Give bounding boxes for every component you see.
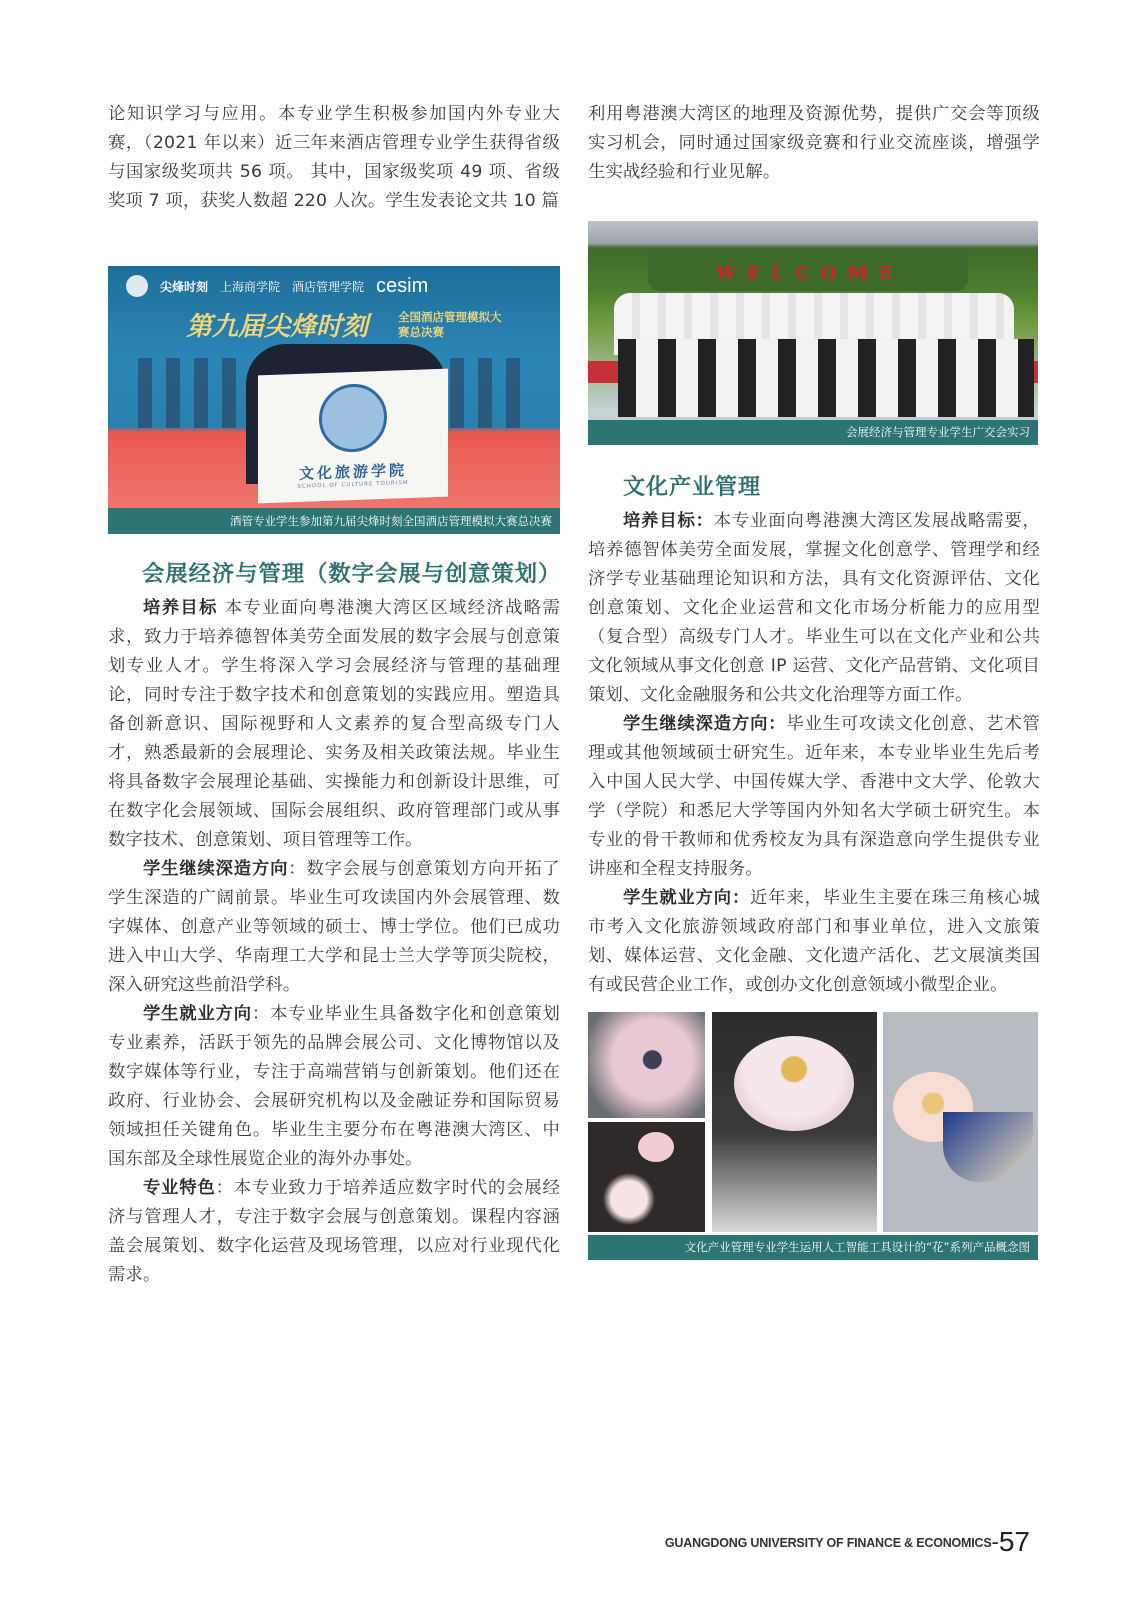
right-column <box>588 100 1040 187</box>
crystal-peony-sculpture-image <box>712 1012 877 1232</box>
poster-wall-left <box>138 358 238 428</box>
peony-icon <box>638 1132 674 1162</box>
logo-icon <box>126 275 148 297</box>
porcelain-peony-ornament-image <box>883 1012 1038 1232</box>
peony-icon <box>734 1036 854 1131</box>
paragraph-further-study: 学生继续深造方向：毕业生可攻读文化创意、艺术管理或其他领域硕士研究生。近年来，本专业毕业生先后考入中国人民大学、中国传媒大学、香港中文大学、伦敦大学（学院）和悉尼大学等国内外知名大学硕士研究生。本专业的骨干教师和优秀校友为具有深造意向学生提供专业讲座和全程支持服务。 <box>588 714 1040 879</box>
competition-photo <box>108 266 560 534</box>
intro-paragraph-right: 利用粤港澳大湾区的地理及资源优势，提供广交会等顶级实习机会，同时通过国家级竞赛和行业交流座谈，增强学生实战经验和行业见解。 <box>588 104 1040 182</box>
flower-product-collage <box>588 1012 1038 1260</box>
porcelain-curve <box>943 1112 1033 1182</box>
school-flag: 文化旅游学院 SCHOOL OF CULTURE TOURISM <box>258 369 448 504</box>
pink-floral-speaker-image <box>588 1012 705 1118</box>
left-column <box>108 100 560 216</box>
poster-wall-right <box>450 358 530 428</box>
flower-bed-left <box>588 361 618 383</box>
photo-caption: 会展经济与管理专业学生广交会实习 <box>588 420 1038 445</box>
students-front-row <box>618 339 1034 417</box>
left-section <box>108 556 560 1290</box>
page-footer <box>665 1528 1030 1556</box>
university-name: GUANGDONG UNIVERSITY OF FINANCE & ECONOMICS <box>664 1536 992 1550</box>
intro-paragraph-left: 论知识学习与应用。本专业学生积极参加国内外专业大赛，（2021 年以来）近三年来酒店管理专业学生获得省级与国家级奖项共 56 项。 其中，国家级奖项 49 项、省级奖项 7 项，获奖人数超 220 人次。学生发表论文共 10 篇 <box>108 104 560 211</box>
photo-caption: 文化产业管理专业学生运用人工智能工具设计的“花”系列产品概念图 <box>588 1235 1038 1260</box>
banner-subtitle: 全国酒店管理模拟大赛总决赛 <box>398 310 502 339</box>
paragraph-further-study: 学生继续深造方向：数字会展与创意策划方向开拓了学生深造的广阔前景。毕业生可攻读国内外会展管理、数字媒体、创意产业等领域的硕士、博士学位。他们已成功进入中山大学、华南理工大学和昆士兰大学等顶尖院校，深入研究这些前沿学科。 <box>108 859 560 995</box>
right-section <box>588 470 1040 1000</box>
paragraph-features: 专业特色：本专业致力于培养适应数字时代的会展经济与管理人才，专注于数字会展与创意策划。课程内容涵盖会展策划、数字化运营及现场管理，以应对行业现代化需求。 <box>108 1178 560 1285</box>
paragraph-employment: 学生就业方向：本专业毕业生具备数字化和创意策划专业素养，活跃于领先的品牌会展公司、文化博物馆以及数字媒体等行业，专注于高端营销与创新策划。他们还在政府、行业协会、会展研究机构以及金融证券和国际贸易领域担任关键角色。毕业生主要分布在粤港澳大湾区、中国东部及全球性展览企业的海外办事处。 <box>108 1004 561 1169</box>
peony-lamp-image <box>588 1122 705 1232</box>
banner-logos: 尖烽时刻 上海商学院 酒店管理学院 cesim <box>108 266 560 306</box>
page-number: 57 <box>998 1526 1030 1557</box>
paragraph-training-goal: 培养目标：本专业面向粤港澳大湾区发展战略需要，培养德智体美劳全面发展，掌握文化创意学、管理学和经济学专业基础理论知识和方法，具有文化资源评估、文化创意策划、文化企业运营和文化市场分析能力的应用型（复合型）高级专门人才。毕业生可以在文化产业和公共文化领域从事文化创意 IP 运营、文化产品营销、文化项目策划、文化金融服务和公共文化治理等方面工作。 <box>588 511 1040 705</box>
banner-title: 第九届尖烽时刻 <box>186 312 369 342</box>
paragraph-training-goal: 培养目标 本专业面向粤港澳大湾区区域经济战略需求，致力于培养德智体美劳全面发展的数字会展与创意策划专业人才。学生将深入学习会展经济与管理的基础理论，同时专注于数字技术和创意策划的实践应用。塑造具备创新意识、国际视野和人文素养的复合型高级专门人才，熟悉最新的会展理论、实务及相关政策法规。毕业生将具备数字会展理论基础、实操能力和创新设计思维，可在数字化会展领域、国际会展组织、政府管理部门或从事数字技术、创意策划、项目管理等工作。 <box>108 598 560 850</box>
paragraph-employment: 学生就业方向：近年来，毕业生主要在珠三角核心城市考入文化旅游领域政府部门和事业单位，进入文旅策划、媒体运营、文化金融、文化遗产活化、艺文展演类国有或民营企业工作，或创办文化创意领域小微型企业。 <box>588 888 1040 995</box>
photo-caption: 酒管专业学生参加第九届尖烽时刻全国酒店管理模拟大赛总决赛 <box>108 508 560 534</box>
section-title-mice: 会展经济与管理（数字会展与创意策划） <box>142 561 562 587</box>
canton-fair-photo <box>588 221 1038 445</box>
school-emblem-icon <box>319 383 387 453</box>
dash: - <box>991 1529 999 1554</box>
section-title-cultural-industry: 文化产业管理 <box>623 474 762 500</box>
welcome-sign: WELCOME <box>716 263 904 284</box>
